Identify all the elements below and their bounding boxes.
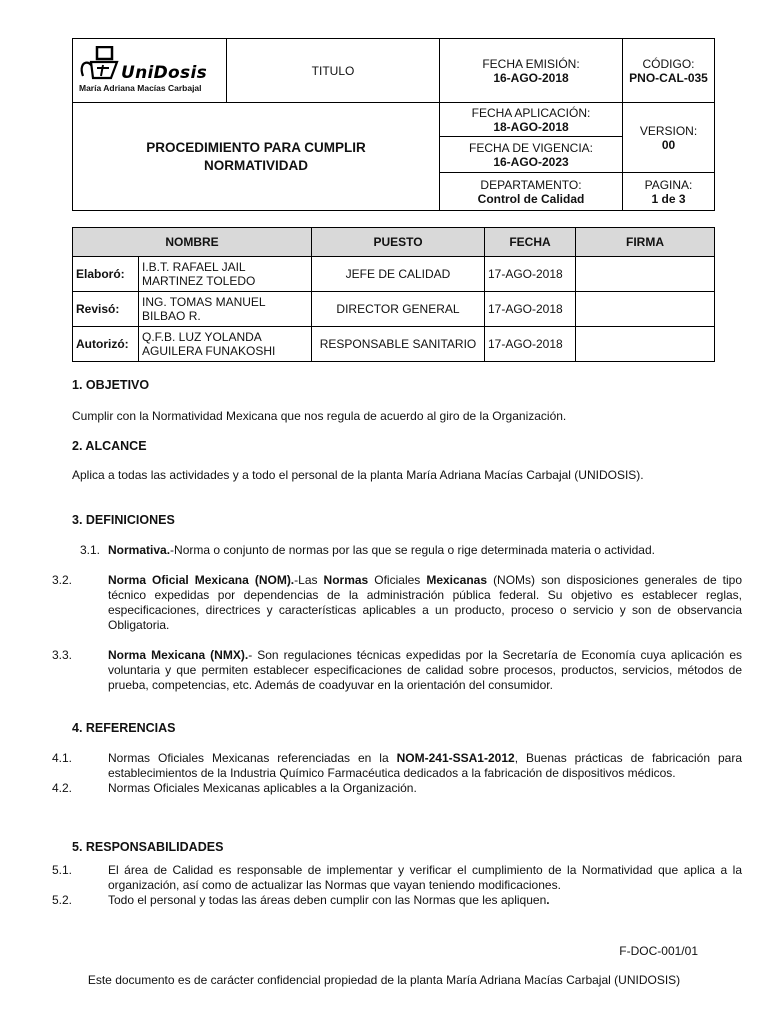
row-name-line1: I.B.T. RAFAEL JAIL bbox=[142, 260, 246, 274]
version-label: VERSION: bbox=[639, 123, 698, 138]
definition-item bbox=[52, 648, 742, 693]
item-number: 4.2. bbox=[52, 781, 73, 795]
row-puesto: RESPONSABLE SANITARIO bbox=[312, 327, 485, 362]
section-title-definiciones: 3. DEFINICIONES bbox=[72, 513, 175, 527]
pagina-value: 1 de 3 bbox=[651, 191, 686, 206]
item-number: 3.2. bbox=[52, 573, 73, 587]
logo-cell bbox=[73, 39, 227, 103]
pill-dosing-icon bbox=[79, 46, 119, 80]
reference-item bbox=[52, 751, 743, 781]
reference-text: Normas Oficiales Mexicanas aplicables a la Organización. bbox=[108, 781, 417, 795]
reference-text: , Buenas prácticas de fabricación para establecimientos de la Industria Químico Farmacéutica dedicados a la fabricación de dispositivos médicos. bbox=[108, 751, 743, 780]
item-number: 3.3. bbox=[52, 648, 73, 662]
item-number: 3.1. bbox=[80, 543, 101, 557]
section-title-objetivo: 1. OBJETIVO bbox=[72, 378, 150, 392]
responsibility-item bbox=[52, 893, 742, 908]
row-name-line1: ING. TOMAS MANUEL bbox=[142, 295, 266, 309]
row-fecha: 17-AGO-2018 bbox=[485, 257, 576, 292]
departamento-label: DEPARTAMENTO: bbox=[480, 177, 582, 192]
header-table bbox=[72, 38, 715, 211]
section-title-alcance: 2. ALCANCE bbox=[72, 439, 147, 453]
definition-term: Norma Oficial Mexicana (NOM). bbox=[108, 573, 295, 587]
definition-text: Oficiales bbox=[368, 573, 427, 587]
pagina-label: PAGINA: bbox=[644, 177, 693, 192]
item-number: 5.1. bbox=[52, 863, 73, 877]
row-name-line1: Q.F.B. LUZ YOLANDA bbox=[142, 330, 262, 344]
responsibility-text: Todo el personal y todas las áreas deben cumplir con las Normas que les apliquen bbox=[108, 893, 547, 907]
row-role: Autorizó: bbox=[73, 327, 139, 362]
row-name bbox=[139, 257, 312, 292]
row-role: Elaboró: bbox=[73, 257, 139, 292]
section-title-responsabilidades: 5. RESPONSABILIDADES bbox=[72, 840, 224, 854]
col-header-nombre: NOMBRE bbox=[73, 228, 312, 257]
item-number: 5.2. bbox=[52, 893, 73, 907]
logo-brand: UniDosis bbox=[121, 63, 207, 83]
fecha-vigencia-label: FECHA DE VIGENCIA: bbox=[468, 140, 594, 155]
definition-term: Normativa. bbox=[108, 543, 171, 557]
definition-text: -Norma o conjunto de normas por las que se regula o rige determinada materia o actividad. bbox=[170, 543, 655, 557]
titulo-label: TITULO bbox=[227, 39, 440, 103]
row-name-line2: MARTINEZ TOLEDO bbox=[142, 274, 256, 288]
responsibility-item bbox=[52, 863, 742, 893]
codigo-value: PNO-CAL-035 bbox=[629, 70, 708, 85]
definition-text-bold: Normas bbox=[323, 573, 369, 587]
row-role: Revisó: bbox=[73, 292, 139, 327]
version-cell bbox=[623, 103, 715, 173]
fecha-aplicacion-value: 18-AGO-2018 bbox=[493, 119, 569, 134]
document-title-line1: PROCEDIMIENTO PARA CUMPLIR bbox=[146, 139, 366, 155]
row-firma bbox=[576, 257, 715, 292]
row-name-line2: AGUILERA FUNAKOSHI bbox=[142, 344, 276, 358]
fecha-aplicacion-cell bbox=[440, 103, 623, 137]
section-title-referencias: 4. REFERENCIAS bbox=[72, 721, 176, 735]
logo-subtitle: María Adriana Macías Carbajal bbox=[79, 83, 202, 93]
reference-item bbox=[52, 781, 742, 796]
definition-text: - Son regulaciones técnicas expedidas por la Secretaría de Economía cuya aplicación es voluntaria y que permiten establecer especificaciones de calidad sobre procesos, productos, servicios, métodos de prueba, competencias, etc. Además de coadyuvar en la orientación del consumidor. bbox=[108, 648, 742, 692]
pagina-cell bbox=[623, 173, 715, 211]
document-title-line2: NORMATIVIDAD bbox=[204, 157, 308, 173]
table-row bbox=[73, 327, 715, 362]
fecha-emision-label: FECHA EMISIÓN: bbox=[482, 56, 580, 71]
codigo-cell bbox=[623, 39, 715, 103]
col-header-fecha: FECHA bbox=[485, 228, 576, 257]
row-puesto: JEFE DE CALIDAD bbox=[312, 257, 485, 292]
definition-term: Norma Mexicana (NMX). bbox=[108, 648, 249, 662]
fecha-vigencia-cell bbox=[440, 137, 623, 173]
row-name-line2: BILBAO R. bbox=[142, 309, 201, 323]
codigo-label: CÓDIGO: bbox=[642, 56, 695, 71]
definition-text: -Las bbox=[294, 573, 324, 587]
reference-text: Normas Oficiales Mexicanas referenciadas en la bbox=[108, 751, 397, 765]
row-puesto: DIRECTOR GENERAL bbox=[312, 292, 485, 327]
fecha-aplicacion-label: FECHA APLICACIÓN: bbox=[471, 105, 591, 120]
definition-item bbox=[52, 573, 743, 633]
form-code: F-DOC-001/01 bbox=[619, 944, 698, 958]
fecha-emision-cell bbox=[440, 39, 623, 103]
row-name bbox=[139, 292, 312, 327]
col-header-puesto: PUESTO bbox=[312, 228, 485, 257]
item-number: 4.1. bbox=[52, 751, 73, 765]
objetivo-text: Cumplir con la Normatividad Mexicana que nos regula de acuerdo al giro de la Organización. bbox=[72, 409, 567, 423]
version-value: 00 bbox=[661, 137, 676, 152]
fecha-emision-value: 16-AGO-2018 bbox=[493, 70, 569, 85]
definition-text-bold: Mexicanas bbox=[426, 573, 488, 587]
table-row bbox=[73, 257, 715, 292]
definition-item bbox=[80, 543, 714, 558]
alcance-text: Aplica a todas las actividades y a todo el personal de la planta María Adriana Macías Carbajal (UNIDOSIS). bbox=[72, 468, 644, 482]
document-title-cell bbox=[73, 103, 440, 211]
row-name bbox=[139, 327, 312, 362]
row-fecha: 17-AGO-2018 bbox=[485, 292, 576, 327]
responsibility-text: El área de Calidad es responsable de implementar y verificar el cumplimiento de la Normatividad que aplica a la organización, así como de actualizar las Normas que vayan teniendo modificaciones. bbox=[108, 863, 742, 892]
reference-norm: NOM-241-SSA1-2012 bbox=[396, 751, 515, 765]
row-firma bbox=[576, 292, 715, 327]
signatures-header-row bbox=[73, 228, 715, 257]
confidentiality-notice: Este documento es de carácter confidencial propiedad de la planta María Adriana Macías Carbajal (UNIDOSIS) bbox=[87, 973, 681, 987]
company-logo bbox=[73, 44, 226, 97]
departamento-value: Control de Calidad bbox=[477, 191, 585, 206]
row-firma bbox=[576, 327, 715, 362]
fecha-vigencia-value: 16-AGO-2023 bbox=[493, 154, 569, 169]
table-row bbox=[73, 292, 715, 327]
definition-text: (NOMs) son disposiciones generales de tipo técnico expedidas por dependencias de la administración pública federal. Su objetivo es establecer reglas, especificaciones, directrices y características aplicables a un producto, proceso o servicio y son de observancia Obligatoria. bbox=[108, 573, 743, 632]
departamento-cell bbox=[440, 173, 623, 211]
row-fecha: 17-AGO-2018 bbox=[485, 327, 576, 362]
col-header-firma: FIRMA bbox=[576, 228, 715, 257]
signatures-table bbox=[72, 227, 715, 362]
responsibility-period: . bbox=[546, 893, 550, 907]
